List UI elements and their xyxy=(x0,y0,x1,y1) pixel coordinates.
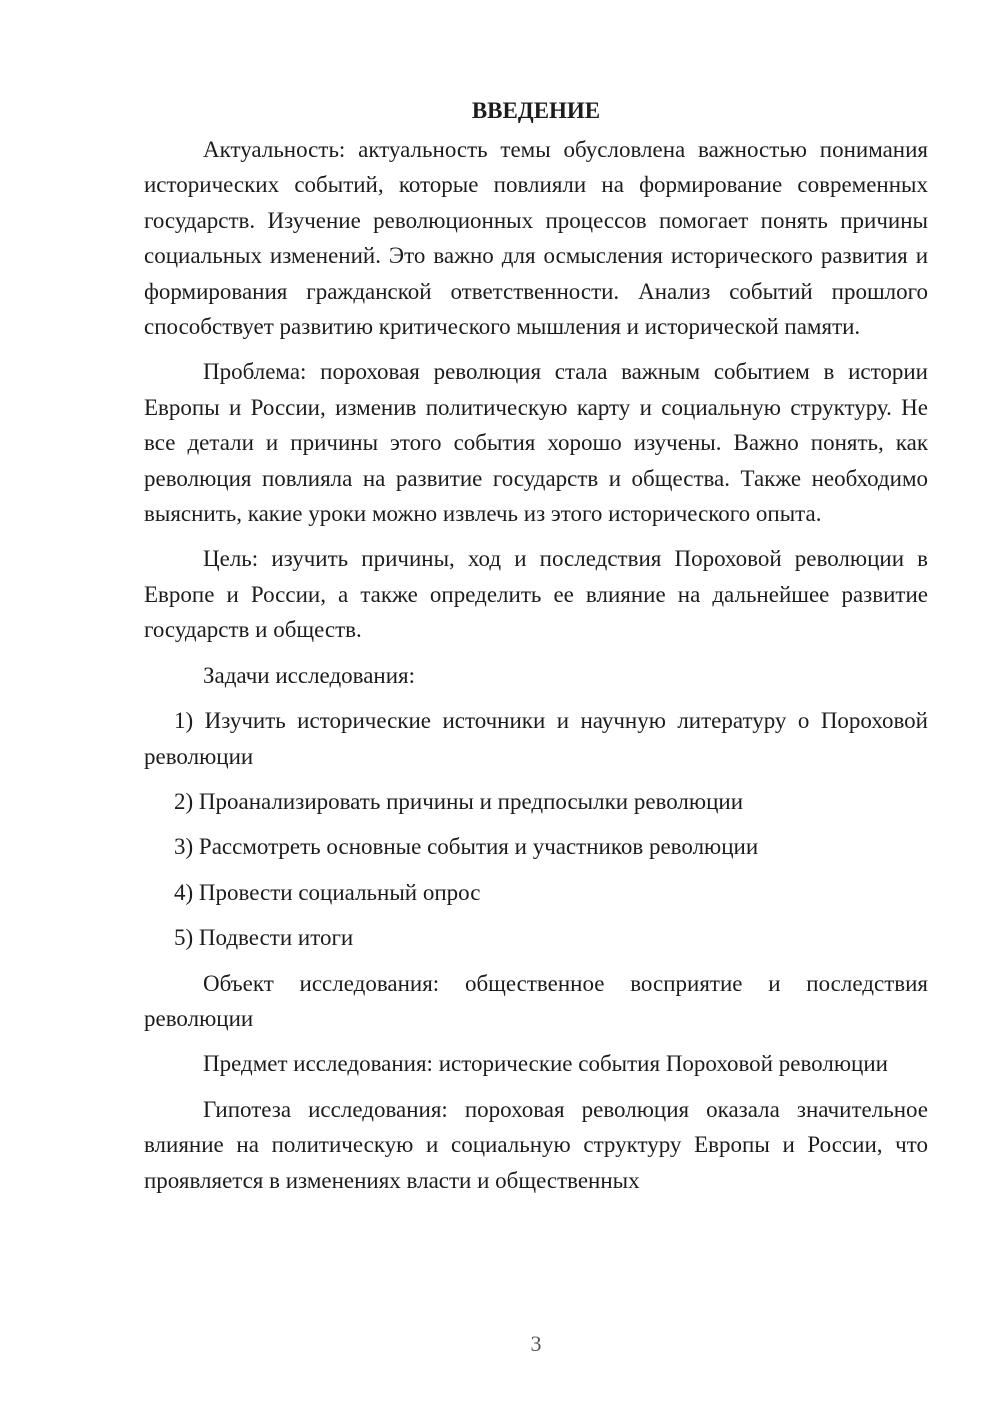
page-number: 3 xyxy=(530,1331,542,1356)
task-item-3: 3) Рассмотреть основные события и участников революции xyxy=(174,834,759,860)
tasks-heading: Задачи исследования: xyxy=(203,662,416,688)
problem-paragraph: Проблема: пороховая революция стала важным событием в истории Европы и России, изменив политическую карту и социальную структуру. Не все детали и причины этого события хорошо изучены. Важно понять, как революция повлияла на развитие государств и общества. Также необходимо выяснить, какие уроки можно извлечь из этого исторического опыта. xyxy=(144,359,928,527)
section-title: ВВЕДЕНИЕ xyxy=(471,98,601,123)
goal-paragraph: Цель: изучить причины, ход и последствия Пороховой революции в Европе и России, а также определить ее влияние на дальнейшее развитие государств и обществ. xyxy=(144,546,928,643)
page-content xyxy=(144,92,928,1208)
hypothesis-paragraph: Гипотеза исследования: пороховая революция оказала значительное влияние на политическую и социальную структуру Европы и России, что проявляется в изменениях власти и общественных xyxy=(144,1096,928,1193)
subject-paragraph: Предмет исследования: исторические события Пороховой революции xyxy=(203,1051,888,1077)
task-item-2: 2) Проанализировать причины и предпосылки революции xyxy=(174,788,744,814)
relevance-paragraph: Актуальность: актуальность темы обусловлена важностью понимания исторических событий, которые повлияли на формирование современных государств. Изучение революционных процессов помогает понять причины социальных изменений. Это важно для осмысления исторического развития и формирования гражданской ответственности. Анализ событий прошлого способствует развитию критического мышления и исторической памяти. xyxy=(144,137,928,340)
object-paragraph: Объект исследования: общественное восприятие и последствия революции xyxy=(144,970,928,1031)
task-item-4: 4) Провести социальный опрос xyxy=(174,879,481,905)
task-item-5: 5) Подвести итоги xyxy=(174,925,354,951)
task-item-1: 1) Изучить исторические источники и научную литературу о Пороховой революции xyxy=(144,708,928,769)
